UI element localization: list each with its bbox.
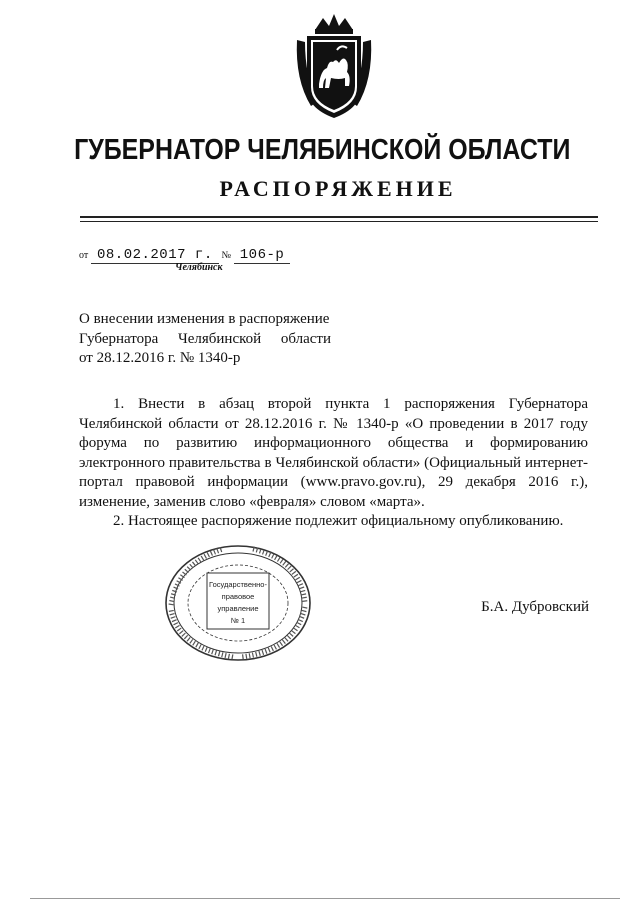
document-subject — [79, 310, 331, 369]
svg-text:управление: управление — [217, 604, 259, 613]
issuer-title: ГУБЕРНАТОР ЧЕЛЯБИНСКОЙ ОБЛАСТИ — [74, 134, 571, 166]
city-name: Челябинск — [175, 262, 223, 273]
header-divider-thin — [80, 221, 598, 222]
document-body — [79, 395, 588, 532]
document-date-number — [79, 247, 290, 263]
document-date: 08.02.2017 г. — [91, 247, 219, 264]
coat-of-arms-icon — [293, 10, 375, 122]
svg-text:правовое: правовое — [221, 592, 255, 601]
page-edge-line — [30, 898, 620, 899]
subject-line: от 28.12.2016 г. № 1340-р — [79, 350, 241, 366]
subject-line: Губернатора Челябинской области — [79, 330, 331, 347]
official-stamp-icon — [163, 543, 313, 663]
subject-line: О внесении изменения в распоряжение — [79, 311, 330, 327]
date-label: от — [79, 250, 89, 261]
header-divider — [80, 216, 598, 218]
document-type: РАСПОРЯЖЕНИЕ — [219, 176, 457, 201]
body-paragraph: 2. Настоящее распоряжение подлежит официальному опубликованию. — [113, 513, 564, 529]
body-paragraph: 1. Внести в абзац второй пункта 1 распоряжения Губернатора Челябинской области от 28.12.2016 г. № 1340-р «О проведении в 2017 году форума по развитию информационного общества и формированию электронного правительства в Челябинской области» (Официальный интернет-портал правовой информации (www.pravo.gov.ru), 29 декабря 2016 г.), изменение, заменив слово «февраля» словом «марта». — [79, 396, 588, 510]
document-number: 106-р — [234, 247, 291, 264]
number-label: № — [221, 250, 232, 261]
svg-text:№ 1: № 1 — [230, 616, 246, 625]
svg-text:Государственно-: Государственно- — [209, 580, 267, 589]
signatory-name: Б.А. Дубровский — [481, 599, 589, 615]
